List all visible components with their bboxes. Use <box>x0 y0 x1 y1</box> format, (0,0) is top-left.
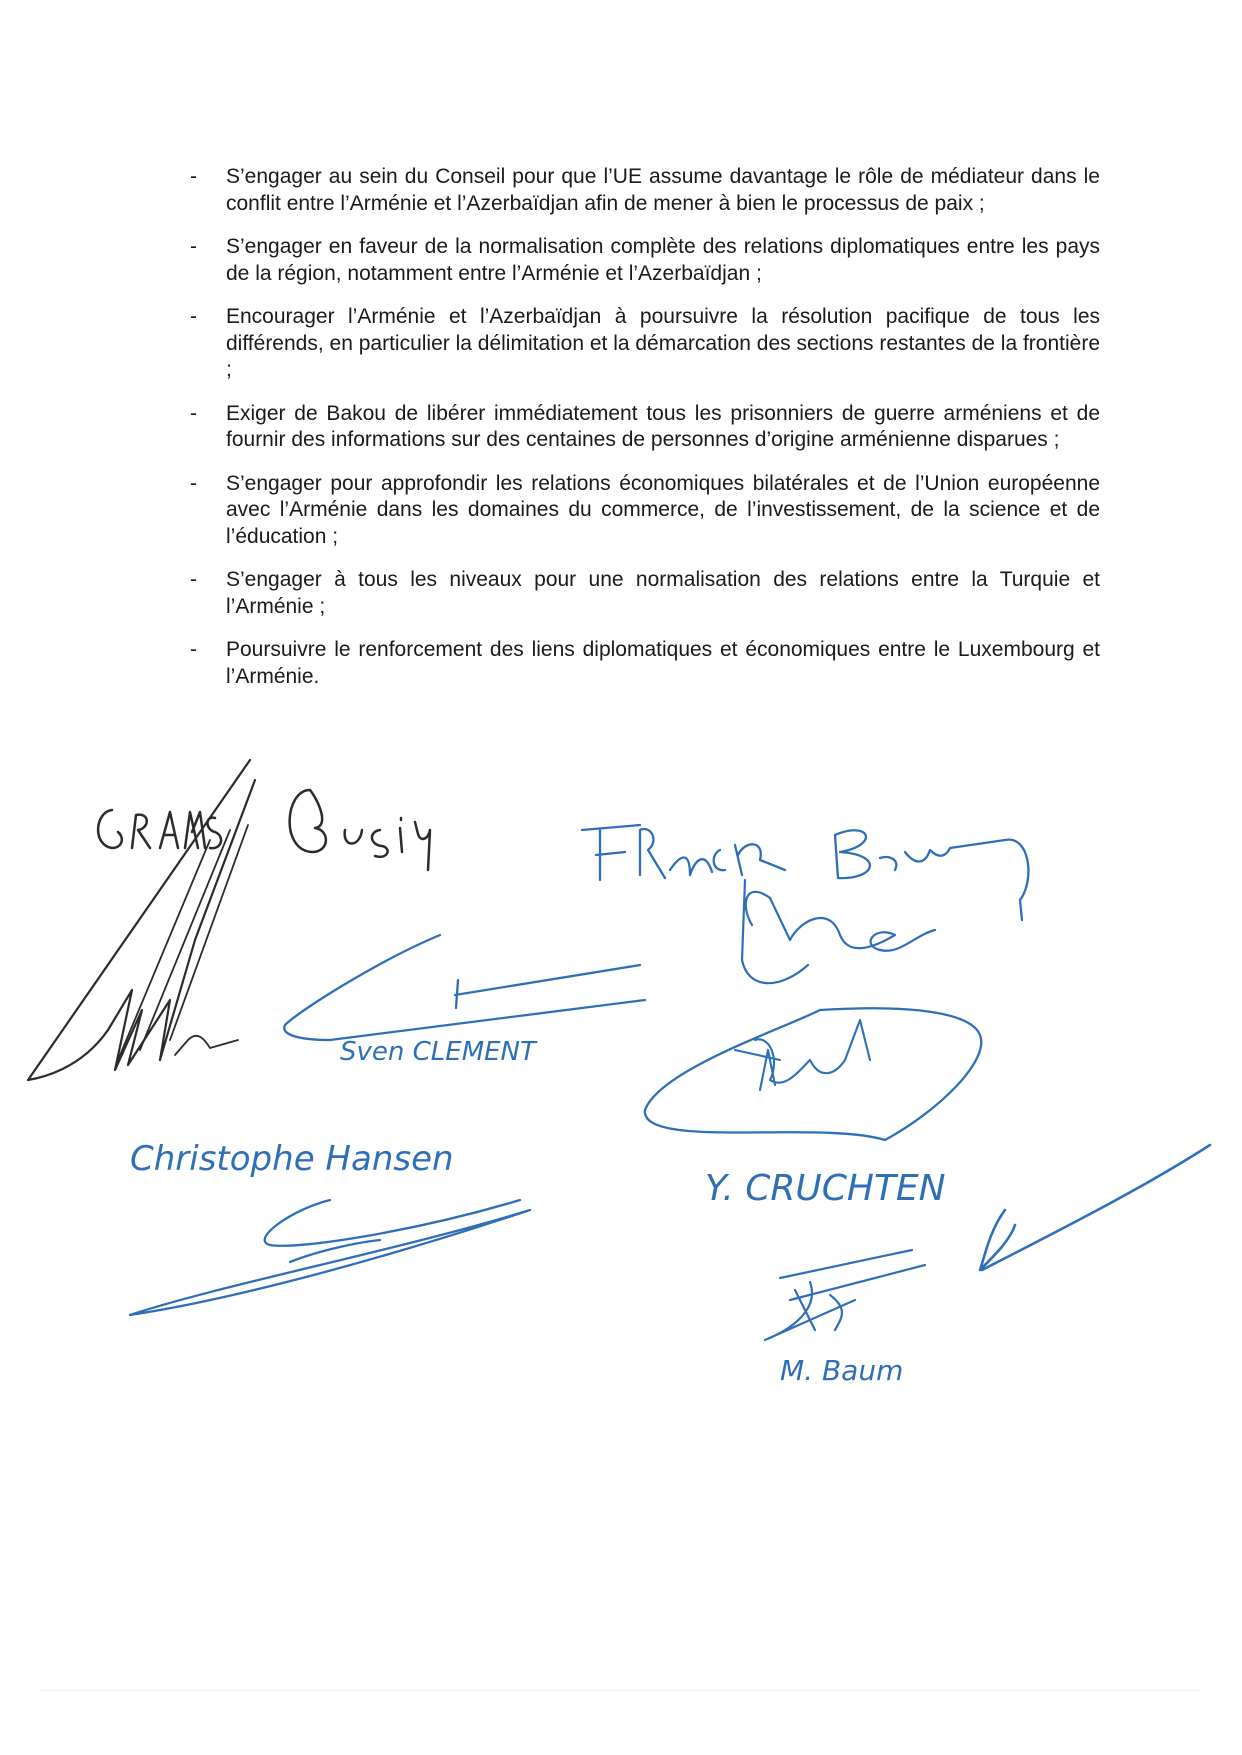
signature-name-sven: Sven CLEMENT <box>340 1037 536 1067</box>
bullet-text: S’engager à tous les niveaux pour une normalisation des relations entre la Turquie et l’Arménie ; <box>226 568 1100 618</box>
signature-checkmark <box>980 1145 1210 1270</box>
signature-sven-clement <box>284 935 645 1067</box>
bullet-dash: - <box>190 471 197 495</box>
signature-christophe-hansen <box>130 1139 530 1315</box>
bullet-dash: - <box>190 165 197 188</box>
bullet-text: S’engager en faveur de la normalisation complète des relations diplomatiques entre les pays de la région, notamment entre l’Arménie et l’Azerbaïdjan ; <box>226 235 1100 285</box>
bullet-text: S’engager au sein du Conseil pour que l’UE assume davantage le rôle de médiateur dans le conflit entre l’Arménie et l’Azerbaïdjan afin de mener à bien le processus de paix ; <box>226 165 1100 215</box>
bullet-dash: - <box>190 638 197 661</box>
bullet-text: Encourager l’Arménie et l’Azerbaïdjan à poursuivre la résolution pacifique de tous les différends, en particulier la délimitation et la démarcation des sections restantes de la frontière ; <box>226 305 1100 381</box>
bullet-text: Poursuivre le renforcement des liens diplomatiques et économiques entre le Luxembourg et l’Arménie. <box>226 638 1100 688</box>
signature-gusty <box>290 790 430 870</box>
bullet-text: S’engager pour approfondir les relations économiques bilatérales et de l’Union européenne avec l’Arménie dans les domaines du commerce, de l’investissement, de la science et de l’éducation ; <box>226 471 1100 548</box>
signature-francine-bernard <box>582 825 1028 983</box>
signature-cruchten <box>645 1008 981 1209</box>
bullet-dash: - <box>190 568 197 591</box>
signature-graas <box>28 760 255 1080</box>
bullet-text: Exiger de Bakou de libérer immédiatement tous les prisonniers de guerre arméniens et de fournir des informations sur des centaines de personnes d’origine arménienne disparues ; <box>226 401 1100 451</box>
bullet-dash: - <box>190 401 197 425</box>
signature-name-baum: M. Baum <box>780 1354 904 1387</box>
bullet-dash: - <box>190 235 197 258</box>
footer-rule <box>40 1690 1200 1691</box>
signature-name-cruchten: Y. CRUCHTEN <box>705 1168 946 1209</box>
bullet-dash: - <box>190 305 197 328</box>
signature-name-christophe: Christophe Hansen <box>130 1139 454 1179</box>
signature-baum <box>765 1250 925 1387</box>
